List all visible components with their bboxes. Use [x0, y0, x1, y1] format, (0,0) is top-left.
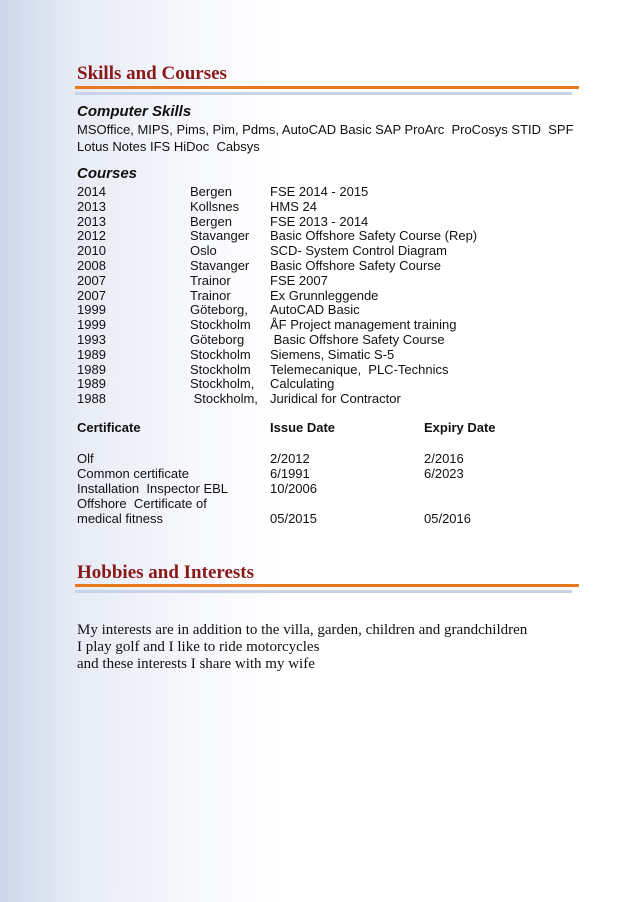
course-name: Ex Grunnleggende	[270, 287, 379, 303]
course-row	[0, 228, 638, 243]
certificate-expiry-date: 2/2016	[424, 451, 464, 466]
course-year: 2013	[77, 213, 106, 229]
course-place: Kollsnes	[190, 198, 240, 214]
certificate-issue-date: 2/2012	[270, 451, 310, 466]
course-row	[0, 391, 638, 406]
course-year: 2014	[77, 184, 106, 199]
course-place: Stockholm,	[190, 391, 258, 407]
course-name: FSE 2013 - 2014	[270, 213, 369, 229]
course-place: Stockholm	[190, 361, 251, 377]
course-name: FSE 2007	[270, 272, 328, 288]
course-row	[0, 317, 638, 332]
course-row	[0, 376, 638, 391]
course-year: 1989	[77, 361, 106, 377]
course-name: Telemecanique, PLC-Technics	[270, 361, 449, 377]
course-name: SCD- System Control Diagram	[270, 243, 447, 259]
courses-heading: Courses	[77, 165, 138, 182]
section-rule-orange	[75, 584, 579, 587]
certificate-name: Olf	[77, 451, 94, 466]
course-year: 2010	[77, 243, 106, 259]
course-place: Stavanger	[190, 228, 250, 244]
course-row	[0, 199, 638, 214]
section-rule-blue	[75, 590, 572, 593]
course-place: Göteborg,	[190, 302, 248, 318]
course-year: 2007	[77, 272, 106, 288]
course-name: AutoCAD Basic	[270, 302, 360, 318]
course-place: Bergen	[190, 184, 232, 199]
course-row	[0, 302, 638, 317]
course-place: Göteborg	[190, 332, 245, 347]
course-place: Bergen	[190, 213, 232, 229]
course-year: 1993	[77, 332, 106, 347]
course-place: Stockholm	[190, 346, 251, 362]
section-title-skills: Skills and Courses	[77, 63, 227, 84]
certificate-name: medical fitness	[77, 511, 163, 526]
course-row	[0, 243, 638, 258]
course-row	[0, 362, 638, 377]
hobbies-line: My interests are in addition to the villa, garden, children and grandchildren	[77, 622, 528, 638]
course-place: Stockholm,	[190, 376, 255, 392]
course-name: FSE 2014 - 2015	[270, 184, 369, 199]
course-row	[0, 288, 638, 303]
course-place: Stockholm	[190, 317, 251, 333]
course-place: Trainor	[190, 272, 231, 288]
course-year: 2012	[77, 228, 106, 244]
course-name: ÅF Project management training	[270, 317, 457, 333]
course-name: Basic Offshore Safety Course (Rep)	[270, 228, 478, 244]
expiry-date-header: Expiry Date	[424, 420, 496, 435]
certificate-issue-date: 6/1991	[270, 466, 310, 481]
hobbies-text	[77, 622, 597, 673]
certificate-name: Offshore Certificate of	[77, 496, 207, 511]
course-place: Stavanger	[190, 258, 250, 273]
hobbies-line: I play golf and I like to ride motorcycles	[77, 639, 320, 655]
course-name: Siemens, Simatic S-5	[270, 346, 395, 362]
course-place: Oslo	[190, 243, 217, 259]
hobbies-line: and these interests I share with my wife	[77, 656, 315, 672]
section-rule-orange	[75, 86, 579, 89]
course-name: HMS 24	[270, 198, 317, 214]
certificate-header: Certificate	[77, 420, 141, 435]
issue-date-header: Issue Date	[270, 420, 336, 435]
certificate-name: Installation Inspector EBL	[77, 481, 229, 496]
course-year: 2008	[77, 258, 106, 273]
section-title-hobbies: Hobbies and Interests	[77, 562, 255, 583]
course-year: 1999	[77, 302, 106, 318]
course-row	[0, 214, 638, 229]
course-year: 1989	[77, 376, 106, 392]
course-year: 2007	[77, 287, 106, 303]
certificate-issue-date: 05/2015	[270, 511, 317, 526]
certificate-expiry-date: 6/2023	[424, 466, 464, 481]
course-row	[0, 347, 638, 362]
certificate-name: Common certificate	[77, 466, 189, 481]
course-year: 1989	[77, 346, 106, 362]
course-row	[0, 258, 638, 273]
course-row	[0, 332, 638, 347]
computer-skills-line: Lotus Notes IFS HiDoc Cabsys	[77, 139, 260, 154]
computer-skills-line: MSOffice, MIPS, Pims, Pim, Pdms, AutoCAD Basic SAP ProArc ProCosys STID SPF	[77, 122, 574, 137]
course-year: 2013	[77, 198, 106, 214]
computer-skills-heading: Computer Skills	[77, 103, 192, 120]
certificate-issue-date: 10/2006	[270, 481, 317, 496]
course-row	[0, 273, 638, 288]
certificate-expiry-date: 05/2016	[424, 511, 471, 526]
course-row	[0, 184, 638, 199]
course-year: 1988	[77, 391, 106, 407]
course-name: Basic Offshore Safety Course	[270, 258, 442, 273]
computer-skills-list	[77, 121, 577, 155]
section-rule-blue	[75, 92, 572, 95]
course-name: Juridical for Contractor	[270, 391, 401, 407]
course-year: 1999	[77, 317, 106, 333]
course-name: Basic Offshore Safety Course	[270, 332, 445, 347]
course-place: Trainor	[190, 287, 231, 303]
course-name: Calculating	[270, 376, 335, 392]
